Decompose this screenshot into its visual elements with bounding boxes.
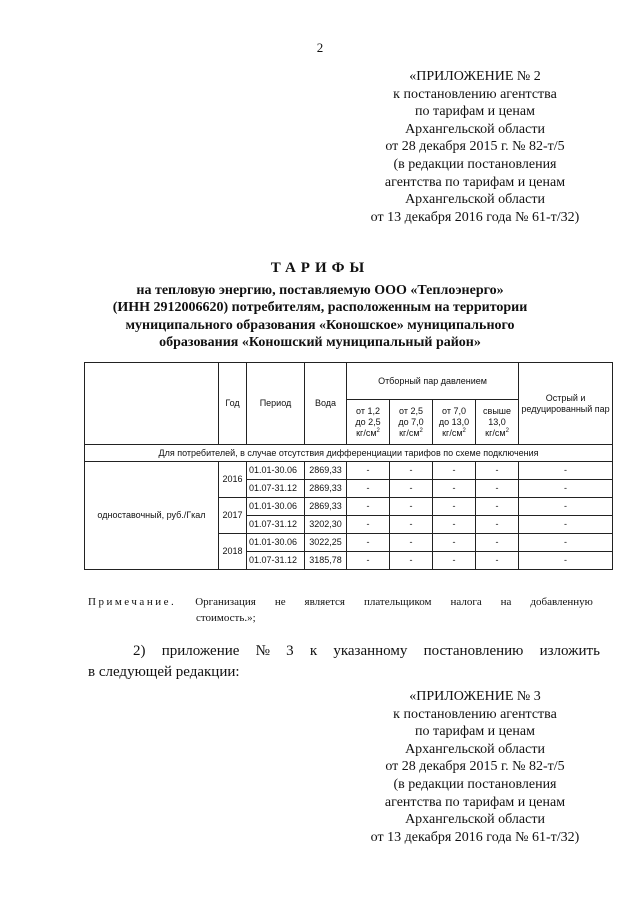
steam-cell: - xyxy=(390,552,433,570)
steam-cell: - xyxy=(433,552,476,570)
note-word: Организация xyxy=(195,596,256,608)
para-word: 2) xyxy=(133,643,146,659)
steam-cell: - xyxy=(476,516,519,534)
period-cell: 01.01-30.06 xyxy=(247,498,305,516)
sharp-cell: - xyxy=(519,516,613,534)
note-line-2: стоимость.»; xyxy=(196,612,256,624)
water-cell: 3185,78 xyxy=(305,552,347,570)
header-steam-group: Отборный пар давлением xyxy=(347,363,519,400)
header-steam-col-1: от 1,2 до 2,5 $кг/см^2$ xyxy=(347,400,390,445)
appendix-line: Архангельской области xyxy=(405,741,545,757)
water-cell: 3022,25 xyxy=(305,534,347,552)
para-word: 3 xyxy=(286,643,294,659)
note-label: Примечание. xyxy=(88,596,177,608)
water-cell: 2869,33 xyxy=(305,480,347,498)
appendix-3-header xyxy=(345,688,605,846)
note-word: плательщиком xyxy=(363,596,432,608)
steam-cell: - xyxy=(433,534,476,552)
header-water: Вода xyxy=(305,363,347,445)
sharp-cell: - xyxy=(519,480,613,498)
appendix-line: агентства по тарифам и ценам xyxy=(384,174,566,190)
steam-cell: - xyxy=(476,534,519,552)
steam-cell: - xyxy=(347,480,390,498)
period-cell: 01.01-30.06 xyxy=(247,534,305,552)
note-word: налога xyxy=(450,596,482,608)
water-cell: 2869,33 xyxy=(305,462,347,480)
appendix-line: Архангельской области xyxy=(405,192,545,208)
sharp-cell: - xyxy=(519,552,613,570)
steam-cell: - xyxy=(347,498,390,516)
page-number: 2 xyxy=(316,40,324,55)
steam-cell: - xyxy=(433,498,476,516)
steam-cell: - xyxy=(433,480,476,498)
appendix-line: «ПРИЛОЖЕНИЕ № 2 xyxy=(409,69,541,84)
steam-cell: - xyxy=(390,462,433,480)
appendix-line: Архангельской области xyxy=(405,812,545,828)
note-word: добавленную xyxy=(530,596,593,608)
note-word: на xyxy=(500,596,512,608)
steam-cell: - xyxy=(476,462,519,480)
title-line: на тепловую энергию, поставляемую ООО «Теплоэнерго» xyxy=(136,282,504,298)
water-cell: 2869,33 xyxy=(305,498,347,516)
steam-cell: - xyxy=(390,498,433,516)
period-cell: 01.07-31.12 xyxy=(247,516,305,534)
steam-cell: - xyxy=(390,480,433,498)
appendix-line: по тарифам и ценам xyxy=(415,104,535,120)
appendix-line: к постановлению агентства xyxy=(393,86,557,102)
appendix-line: от 13 декабря 2016 года № 61-т/32) xyxy=(370,209,580,225)
sharp-cell: - xyxy=(519,462,613,480)
table-subheader: Для потребителей, в случае отсутствия дифференциации тарифов по схеме подключения xyxy=(85,445,613,462)
water-cell: 3202,30 xyxy=(305,516,347,534)
steam-cell: - xyxy=(476,552,519,570)
sharp-cell: - xyxy=(519,534,613,552)
year-cell: 2018 xyxy=(219,534,247,570)
title-line: образования «Коношский муниципальный район» xyxy=(159,335,481,350)
appendix-line: Архангельской области xyxy=(405,121,545,137)
appendix-line: от 13 декабря 2016 года № 61-т/32) xyxy=(370,829,580,845)
para-word: постановлению xyxy=(423,643,524,659)
steam-cell: - xyxy=(347,516,390,534)
title-line: муниципального образования «Коношское» муниципального xyxy=(125,317,515,333)
appendix-line: (в редакции постановления xyxy=(393,156,557,172)
para-word: приложение xyxy=(161,643,240,659)
year-cell: 2017 xyxy=(219,498,247,534)
para-word: указанному xyxy=(333,643,408,659)
para-line-2: в следующей редакции: xyxy=(88,664,240,680)
steam-cell: - xyxy=(347,462,390,480)
header-period: Период xyxy=(247,363,305,445)
period-cell: 01.01-30.06 xyxy=(247,462,305,480)
note-block xyxy=(88,594,593,626)
period-cell: 01.07-31.12 xyxy=(247,552,305,570)
title-heading: ТАРИФЫ xyxy=(270,260,370,276)
row-label: одноставочный, руб./Гкал xyxy=(85,462,219,570)
appendix-line: по тарифам и ценам xyxy=(415,724,535,740)
appendix-line: к постановлению агентства xyxy=(393,706,557,722)
steam-cell: - xyxy=(476,498,519,516)
steam-cell: - xyxy=(390,534,433,552)
appendix-line: от 28 декабря 2015 г. № 82-т/5 xyxy=(385,759,565,775)
tariff-table xyxy=(84,362,613,570)
sharp-cell: - xyxy=(519,498,613,516)
appendix-line: (в редакции постановления xyxy=(393,776,557,792)
appendix-line: «ПРИЛОЖЕНИЕ № 3 xyxy=(409,689,541,704)
steam-cell: - xyxy=(476,480,519,498)
document-title xyxy=(80,260,560,352)
title-line: (ИНН 2912006620) потребителям, расположенным на территории xyxy=(112,300,528,315)
header-year: Год xyxy=(219,363,247,445)
header-steam-col-3: от 7,0 до 13,0 $кг/см^2$ xyxy=(433,400,476,445)
steam-cell: - xyxy=(433,516,476,534)
header-steam-col-4: свыше 13,0 $кг/см^2$ xyxy=(476,400,519,445)
para-word: к xyxy=(309,643,318,659)
para-word: № xyxy=(255,643,270,659)
note-word: не xyxy=(274,596,286,608)
steam-cell: - xyxy=(347,534,390,552)
appendix-2-header xyxy=(345,68,605,226)
steam-cell: - xyxy=(433,462,476,480)
appendix-line: агентства по тарифам и ценам xyxy=(384,794,566,810)
steam-cell: - xyxy=(347,552,390,570)
year-cell: 2016 xyxy=(219,462,247,498)
header-steam-col-2: от 2,5 до 7,0 $кг/см^2$ xyxy=(390,400,433,445)
amendment-paragraph xyxy=(88,641,600,683)
note-word: является xyxy=(304,596,345,608)
period-cell: 01.07-31.12 xyxy=(247,480,305,498)
appendix-line: от 28 декабря 2015 г. № 82-т/5 xyxy=(385,139,565,155)
para-word: изложить xyxy=(539,643,600,659)
header-empty-cell xyxy=(85,363,219,445)
steam-cell: - xyxy=(390,516,433,534)
header-sharp-steam: Острый и редуцированный пар xyxy=(519,363,613,445)
